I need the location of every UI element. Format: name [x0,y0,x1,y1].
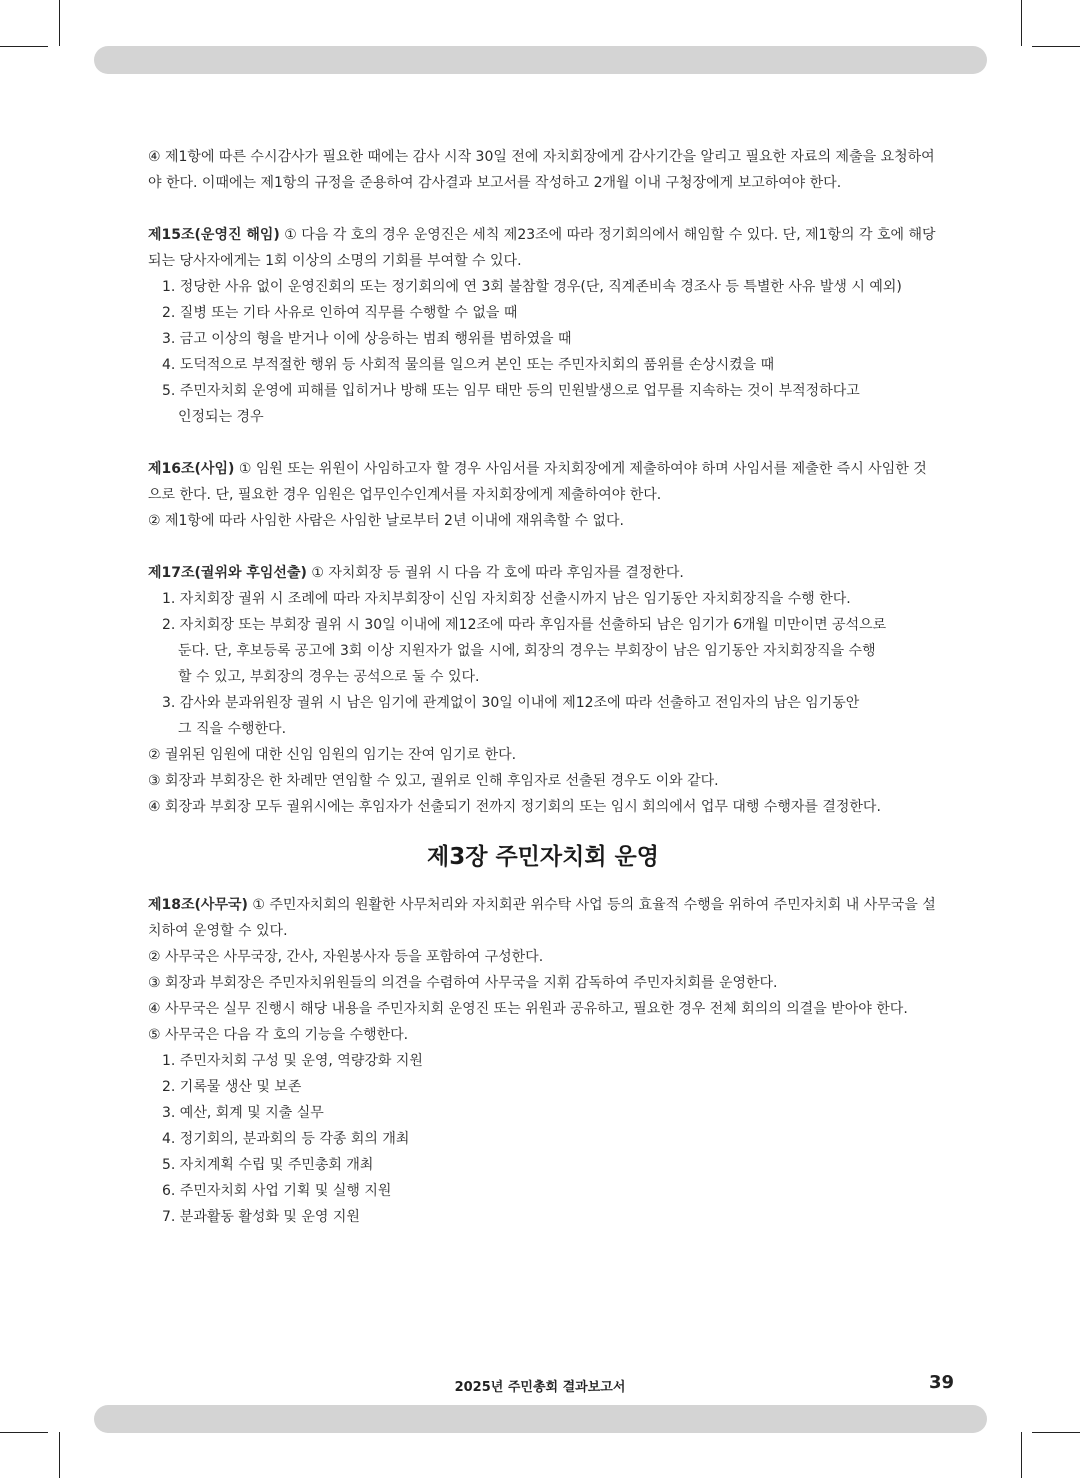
crop-mark [1032,1432,1080,1433]
article17-item-continuation: 둔다. 단, 후보등록 공고에 3회 이상 지원자가 없을 시에, 회장의 경우는 부회장이 남은 임기동안 자치회장직을 수행 [178,643,876,659]
article17-item-continuation: 할 수 있고, 부회장의 경우는 공석으로 둘 수 있다. [178,669,480,685]
article18-item: 7. 분과활동 활성화 및 운영 지원 [162,1209,360,1225]
article18-paragraph5: ⑤ 사무국은 다음 각 호의 기능을 수행한다. [148,1027,409,1043]
crop-mark [1021,0,1022,46]
crop-mark [0,46,48,47]
article17-item: 1. 자치회장 궐위 시 조례에 따라 자치부회장이 신임 자치회장 선출시까지 남은 임기동안 자치회장직을 수행 한다. [162,591,851,607]
article17-item: 2. 자치회장 또는 부회장 궐위 시 30일 이내에 제12조에 따라 후임자를 선출하되 남은 임기가 6개월 미만이면 공석으로 [162,617,887,633]
article15-heading: 제15조(운영진 해임) [148,227,280,243]
page-number: 39 [928,1372,954,1393]
article15-item: 3. 금고 이상의 형을 받거나 이에 상응하는 범죄 행위를 범하였을 때 [162,331,572,347]
chapter3-title: 제3장 주민자치회 운영 [427,844,659,870]
article18-paragraph4: ④ 사무국은 실무 진행시 해당 내용을 주민자치회 운영진 또는 위원과 공유하고, 필요한 경우 전체 회의의 의결을 받아야 한다. [148,1001,908,1017]
crop-mark [1021,1432,1022,1478]
article18-intro-text: ① 주민자치회의 원활한 사무처리와 자치회관 위수탁 사업 등의 효율적 수행을 위하여 주민자치회 내 사무국을 설치하여 운영할 수 있다. [148,897,936,939]
article17-item-continuation: 그 직을 수행한다. [178,721,287,737]
article15-intro [148,222,938,274]
header-band [94,46,987,74]
article15-item: 1. 정당한 사유 없이 운영진회의 또는 정기회의에 연 3회 불참할 경우(단, 직계존비속 경조사 등 특별한 사유 발생 시 예외) [162,279,902,295]
article16-intro [148,456,938,508]
document-body [148,144,938,1230]
article15-item: 5. 주민자치회 운영에 피해를 입히거나 방해 또는 임무 태만 등의 민원발생으로 업무를 지속하는 것이 부적정하다고 [162,383,860,399]
article17-paragraph3: ③ 회장과 부회장은 한 차례만 연임할 수 있고, 궐위로 인해 후임자로 선출된 경우도 이와 같다. [148,773,719,789]
article17-paragraph4: ④ 회장과 부회장 모두 궐위시에는 후임자가 선출되기 전까지 정기회의 또는 임시 회의에서 업무 대행 수행자를 결정한다. [148,799,881,815]
article18-item: 4. 정기회의, 분과회의 등 각종 회의 개최 [162,1131,410,1147]
article17-heading: 제17조(궐위와 후임선출) [148,565,307,581]
article18-item: 5. 자치계획 수립 및 주민총회 개최 [162,1157,374,1173]
crop-mark [59,0,60,46]
crop-mark [0,1432,48,1433]
section4-paragraph4: ④ 제1항에 따른 수시감사가 필요한 때에는 감사 시작 30일 전에 자치회장에게 감사기간을 알리고 필요한 자료의 제출을 요청하여야 한다. 이때에는 제1항의 규정을 준용하여 감사결과 보고서를 작성하고 2개월 이내 구청장에게 보고하여야 한다. [148,149,935,191]
article17-intro [148,560,938,586]
article16-heading: 제16조(사임) [148,461,235,477]
article17-paragraph2: ② 궐위된 임원에 대한 신임 임원의 임기는 잔여 임기로 한다. [148,747,517,763]
article16-intro-text: ① 임원 또는 위원이 사임하고자 할 경우 사임서를 자치회장에게 제출하여야 하며 사임서를 제출한 즉시 사임한 것으로 한다. 단, 필요한 경우 임원은 업무인수인계서를 자치회장에게 제출하여야 한다. [148,461,927,503]
article16-paragraph2: ② 제1항에 따라 사임한 사람은 사임한 날로부터 2년 이내에 재위촉할 수 없다. [148,513,624,529]
article18-item: 1. 주민자치회 구성 및 운영, 역량강화 지원 [162,1053,423,1069]
article18-item: 2. 기록물 생산 및 보존 [162,1079,302,1095]
article15-intro-text: ① 다음 각 호의 경우 운영진은 세칙 제23조에 따라 정기회의에서 해임할 수 있다. 단, 제1항의 각 호에 해당되는 당사자에게는 1회 이상의 소명의 기회를 부여할 수 있다. [148,227,936,269]
footer-band [94,1405,987,1433]
article15-item: 2. 질병 또는 기타 사유로 인하여 직무를 수행할 수 없을 때 [162,305,518,321]
footer-title: 2025년 주민총회 결과보고서 [454,1380,626,1395]
article17-item: 3. 감사와 분과위원장 궐위 시 남은 임기에 관계없이 30일 이내에 제12조에 따라 선출하고 전임자의 남은 임기동안 [162,695,860,711]
article15-item-continuation: 인정되는 경우 [178,409,264,425]
article18-heading: 제18조(사무국) [148,897,248,913]
article17-intro-text: ① 자치회장 등 궐위 시 다음 각 호에 따라 후임자를 결정한다. [306,565,684,581]
article18-paragraph3: ③ 회장과 부회장은 주민자치위원들의 의견을 수렴하여 사무국을 지휘 감독하여 주민자치회를 운영한다. [148,975,778,991]
crop-mark [59,1432,60,1478]
article18-intro [148,892,938,944]
article18-item: 6. 주민자치회 사업 기획 및 실행 지원 [162,1183,392,1199]
crop-mark [1032,46,1080,47]
article18-item: 3. 예산, 회계 및 지출 실무 [162,1105,324,1121]
article18-paragraph2: ② 사무국은 사무국장, 간사, 자원봉사자 등을 포함하여 구성한다. [148,949,544,965]
article15-item: 4. 도덕적으로 부적절한 행위 등 사회적 물의를 일으켜 본인 또는 주민자치회의 품위를 손상시켰을 때 [162,357,775,373]
